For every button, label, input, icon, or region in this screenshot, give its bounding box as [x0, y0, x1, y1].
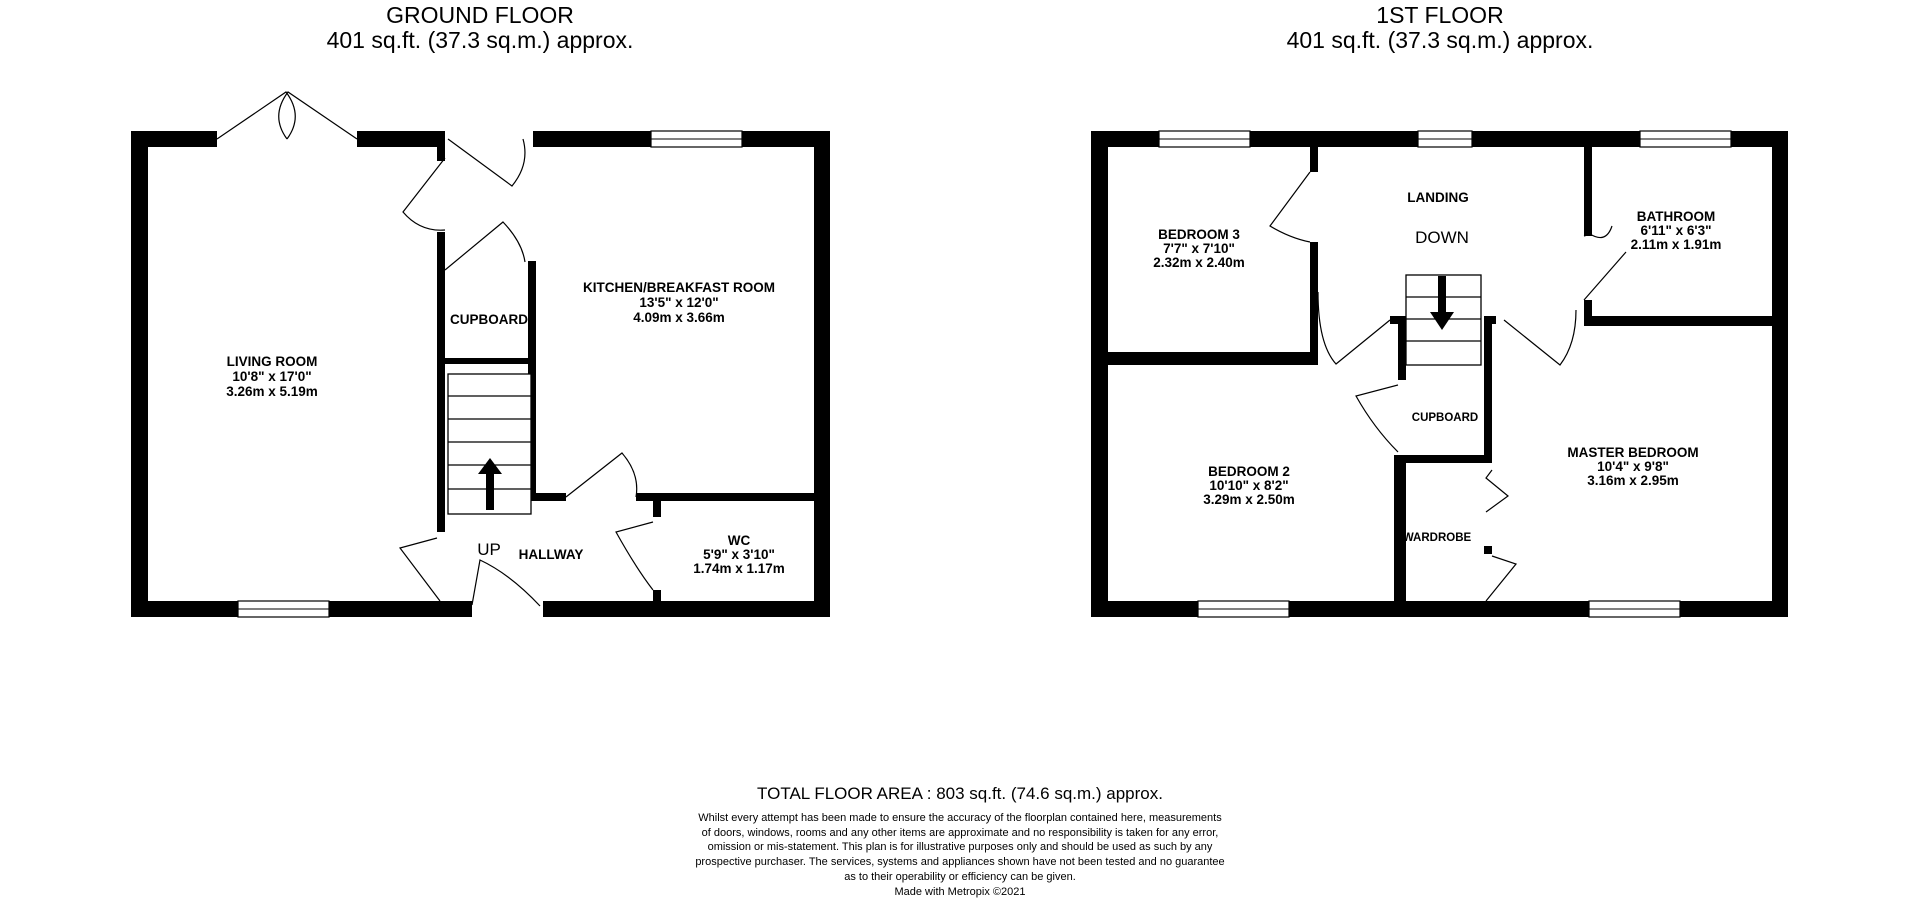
bedroom3-imperial: 7'7" x 7'10" — [1163, 241, 1235, 256]
ground-floor-area: 401 sq.ft. (37.3 sq.m.) approx. — [326, 27, 634, 53]
staircase — [448, 374, 531, 514]
bathroom-label: BATHROOM — [1636, 209, 1716, 224]
wall — [1584, 131, 1592, 236]
window — [651, 131, 742, 147]
first-floor-title: 1ST FLOOR — [1376, 2, 1504, 28]
wall — [437, 131, 445, 161]
door — [616, 522, 653, 590]
wall — [131, 131, 148, 617]
window — [1640, 131, 1731, 147]
door — [400, 538, 440, 601]
disclaimer-line: omission or mis-statement. This plan is for illustrative purposes only and should be used as such by any — [707, 841, 1213, 854]
kitchen-imperial: 13'5" x 12'0" — [639, 295, 719, 310]
door — [472, 560, 540, 606]
wardrobe-label: WARDROBE — [1402, 532, 1472, 544]
disclaimer-line: of doors, windows, rooms and any other items are approximate and no responsibility is taken for any error, — [701, 826, 1219, 839]
window — [1418, 131, 1472, 147]
window — [1198, 601, 1289, 617]
living-room-label: LIVING ROOM — [226, 354, 318, 369]
wall — [1484, 546, 1492, 554]
ground-floor-title: GROUND FLOOR — [386, 2, 574, 28]
bathroom-imperial: 6'11" x 6'3" — [1640, 223, 1712, 238]
door — [445, 222, 525, 270]
first-floor-plan — [1091, 131, 1788, 617]
landing-label: LANDING — [1407, 190, 1469, 205]
door — [1356, 385, 1398, 452]
wc-metric: 1.74m x 1.17m — [693, 561, 785, 576]
bedroom2-metric: 3.29m x 2.50m — [1203, 492, 1295, 507]
bedroom3-metric: 2.32m x 2.40m — [1153, 255, 1245, 270]
wall — [1484, 316, 1492, 463]
door — [1504, 310, 1576, 365]
ground-floor-plan — [131, 92, 830, 617]
door — [448, 139, 525, 186]
cupboard-label: CUPBOARD — [1411, 412, 1479, 424]
wall — [437, 358, 536, 364]
wall — [543, 601, 830, 617]
door — [403, 158, 445, 230]
total-floor-area: TOTAL FLOOR AREA : 803 sq.ft. (74.6 sq.m.) approx. — [757, 784, 1163, 803]
first-floor-area: 401 sq.ft. (37.3 sq.m.) approx. — [1286, 27, 1594, 53]
cupboard-label: CUPBOARD — [449, 312, 529, 327]
wall — [1584, 316, 1778, 326]
wall — [1398, 455, 1492, 463]
master-bedroom-metric: 3.16m x 2.95m — [1587, 473, 1679, 488]
wall — [1772, 131, 1788, 617]
wall — [1091, 131, 1108, 617]
bedroom2-label: BEDROOM 2 — [1208, 464, 1290, 479]
door — [1584, 252, 1626, 300]
made-with-credit: Made with Metropix ©2021 — [894, 885, 1026, 898]
wc-label: WC — [727, 533, 751, 548]
bedroom2-imperial: 10'10" x 8'2" — [1209, 478, 1289, 493]
wall — [814, 131, 830, 617]
disclaimer-line: as to their operability or efficiency can be given. — [844, 870, 1076, 883]
wall — [528, 493, 566, 501]
wall — [636, 493, 826, 501]
wc-imperial: 5'9" x 3'10" — [703, 547, 775, 562]
wall — [437, 232, 445, 532]
wall — [653, 590, 661, 604]
kitchen-label: KITCHEN/BREAKFAST ROOM — [583, 280, 775, 295]
master-bedroom-imperial: 10'4" x 9'8" — [1597, 459, 1669, 474]
stairs-down-label: DOWN — [1415, 228, 1469, 247]
wall — [1310, 131, 1318, 172]
disclaimer — [560, 811, 1360, 899]
disclaimer-line: prospective purchaser. The services, systems and appliances shown have not been tested and no guarantee — [695, 856, 1225, 869]
kitchen-metric: 4.09m x 3.66m — [633, 310, 725, 325]
stairs-up-label: UP — [477, 540, 501, 559]
wall — [653, 493, 661, 517]
living-room-metric: 3.26m x 5.19m — [226, 384, 318, 399]
hallway-label: HALLWAY — [518, 547, 584, 562]
wall — [357, 131, 445, 147]
door — [1486, 470, 1508, 512]
door — [566, 453, 637, 497]
staircase — [1406, 275, 1481, 365]
disclaimer-line: Whilst every attempt has been made to ensure the accuracy of the floorplan contained here, measurements — [698, 812, 1222, 824]
door — [1486, 556, 1516, 601]
master-bedroom-label: MASTER BEDROOM — [1567, 445, 1699, 460]
living-room-imperial: 10'8" x 17'0" — [232, 369, 312, 384]
bedroom3-label: BEDROOM 3 — [1158, 227, 1240, 242]
window — [1159, 131, 1250, 147]
wall — [1310, 242, 1318, 365]
window — [238, 601, 329, 617]
bathroom-metric: 2.11m x 1.91m — [1630, 237, 1722, 252]
wall — [1108, 352, 1318, 365]
window — [1589, 601, 1680, 617]
wall — [1091, 601, 1788, 617]
french-doors — [217, 92, 357, 139]
door — [1318, 292, 1390, 364]
door — [1270, 172, 1310, 242]
wall — [1398, 316, 1406, 380]
